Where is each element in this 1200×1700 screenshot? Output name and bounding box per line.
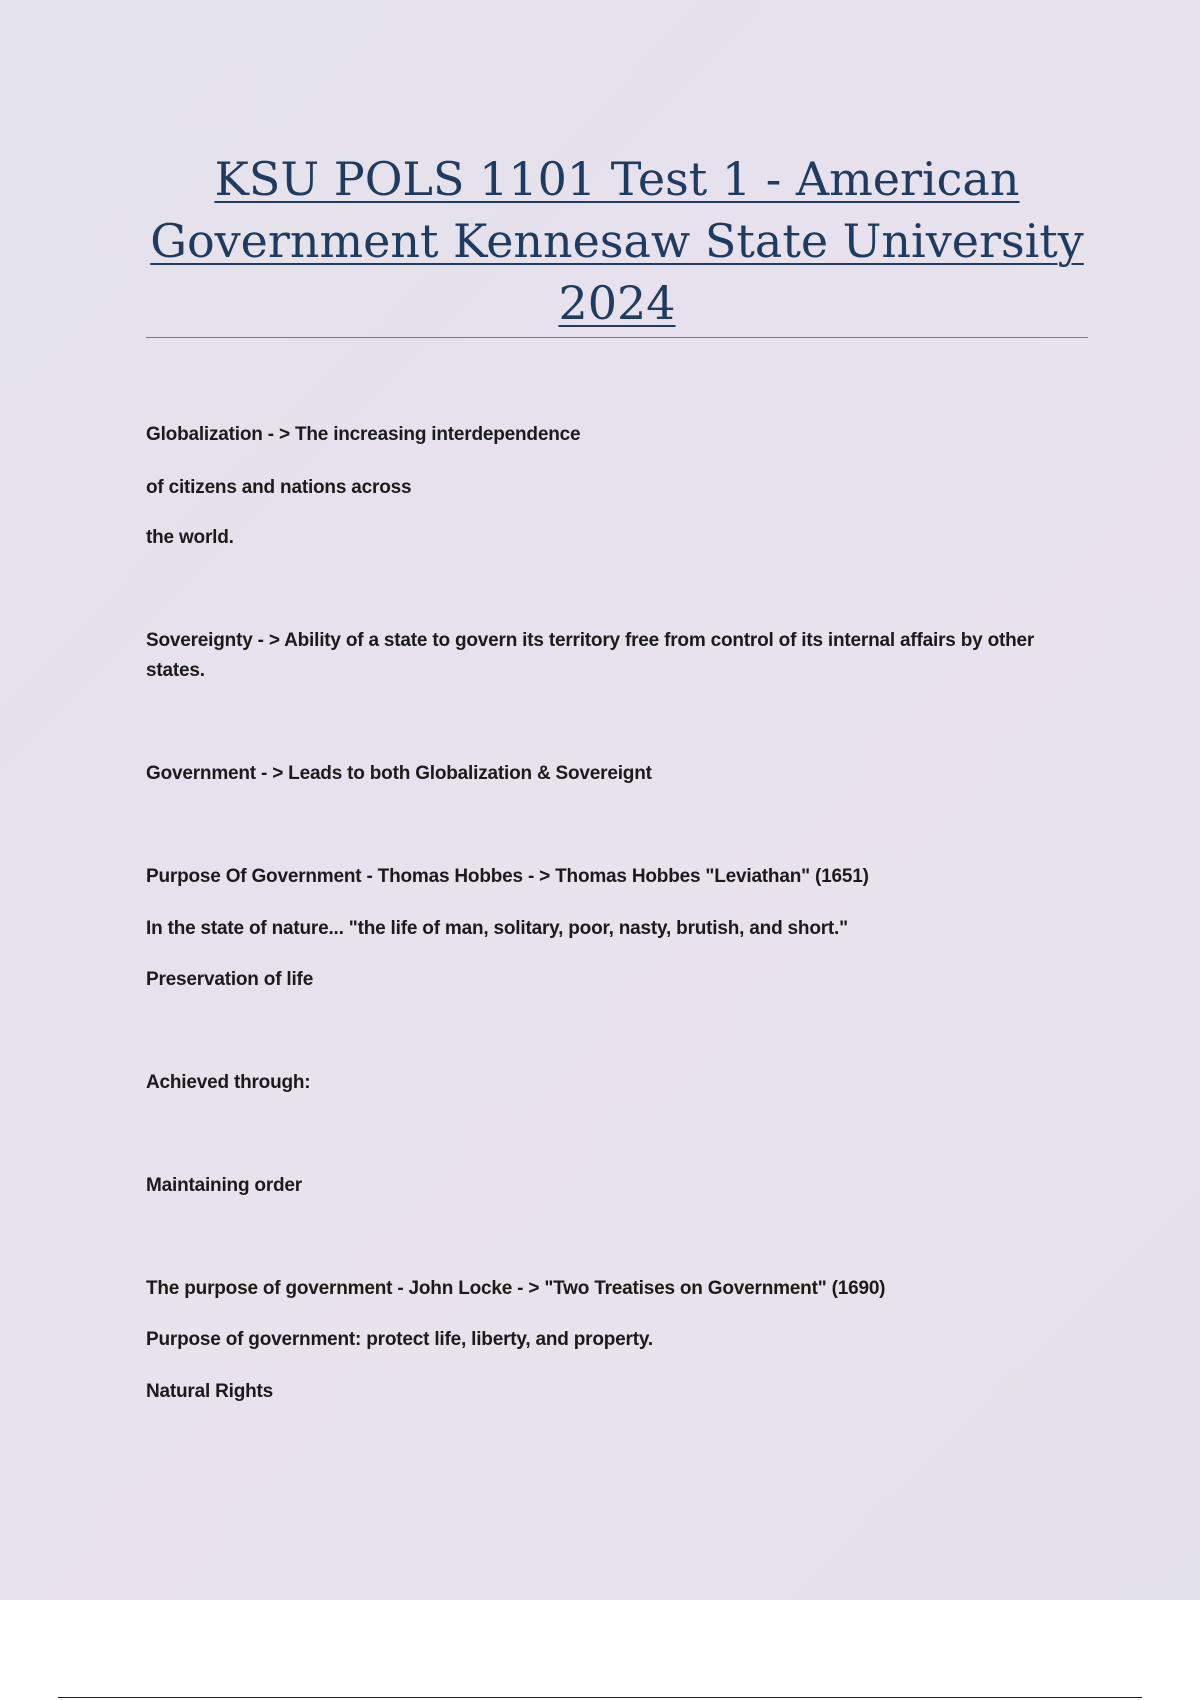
title-divider <box>146 337 1088 338</box>
locke-term-line: The purpose of government - John Locke - > "Two Treatises on Government" (1690) <box>146 1278 886 1299</box>
achieved-through-line: Achieved through: <box>146 1072 311 1093</box>
locke-purpose-line: Purpose of government: protect life, liberty, and property. <box>146 1329 653 1350</box>
government-term-line: Government - > Leads to both Globalization & Sovereignt <box>146 763 652 784</box>
sovereignty-term-line: Sovereignty - > Ability of a state to govern its territory free from control of its internal affairs by other states. <box>146 630 1035 681</box>
hobbes-preservation-line: Preservation of life <box>146 969 314 990</box>
globalization-term-line: Globalization - > The increasing interdependence <box>146 424 581 445</box>
hobbes-quote-line: In the state of nature... "the life of man, solitary, poor, nasty, brutish, and short." <box>146 918 848 939</box>
hobbes-term-line: Purpose Of Government - Thomas Hobbes - > Thomas Hobbes "Leviathan" (1651) <box>146 866 869 887</box>
maintaining-order-line: Maintaining order <box>146 1175 302 1196</box>
document-title: KSU POLS 1101 Test 1 - American Government Kennesaw State University 2024 <box>150 152 1084 330</box>
footer-divider <box>58 1697 1142 1698</box>
globalization-definition-line-2: of citizens and nations across <box>146 477 412 498</box>
globalization-definition-line-3: the world. <box>146 527 234 548</box>
natural-rights-line: Natural Rights <box>146 1381 274 1402</box>
